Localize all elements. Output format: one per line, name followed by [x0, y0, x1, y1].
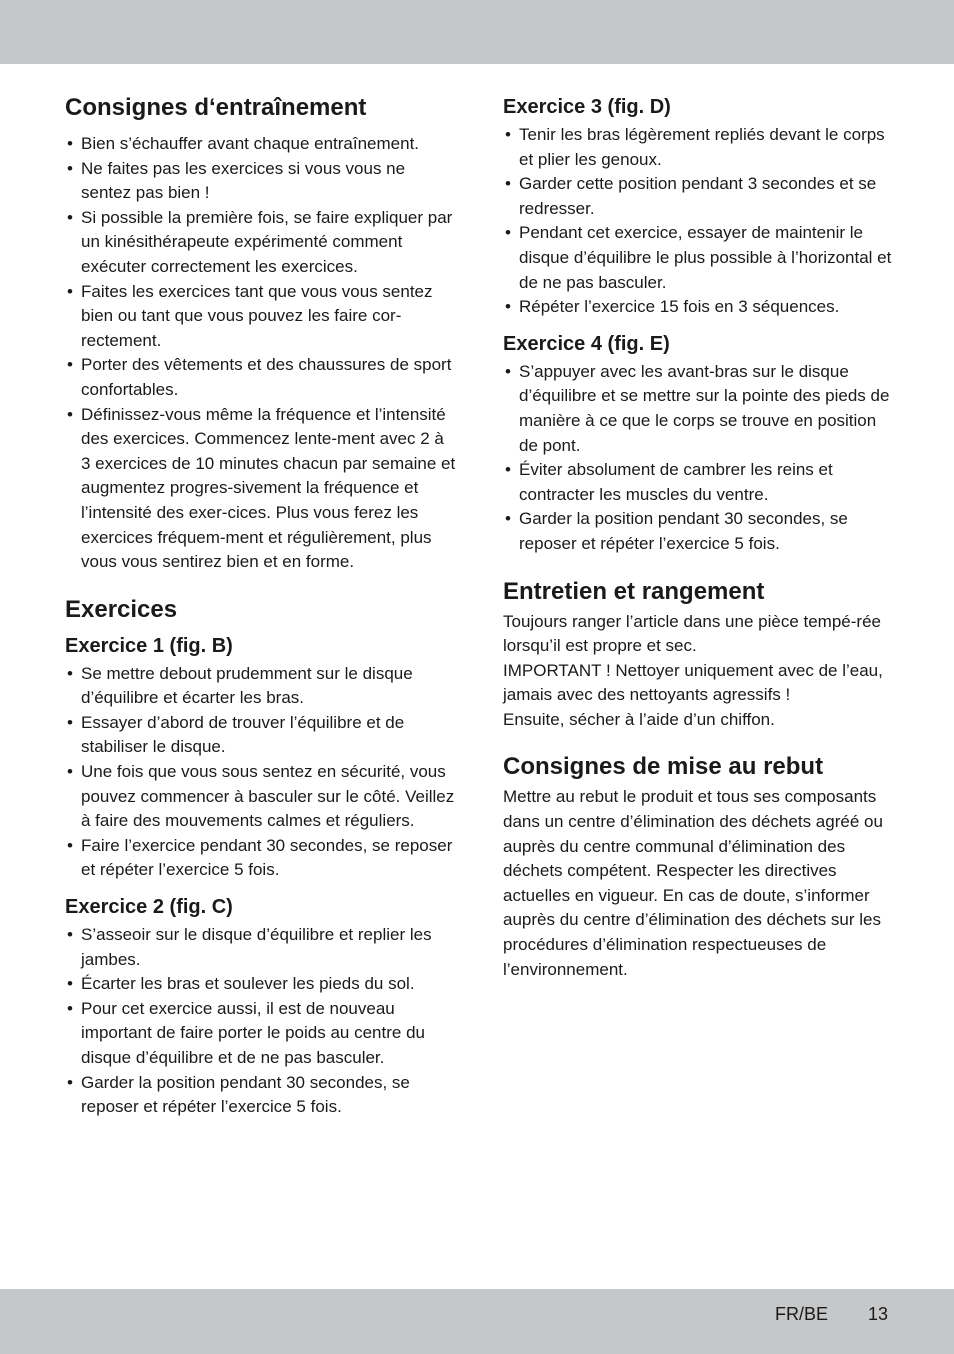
right-column: [503, 91, 895, 982]
list-item: • Tenir les bras légèrement repliés devant le corps et plier les genoux.: [503, 123, 895, 172]
page-number: 13: [868, 1304, 889, 1324]
exercise-4-list: [503, 360, 895, 557]
maintenance-paragraph: IMPORTANT ! Nettoyer uniquement avec de l’eau, jamais avec des nettoyants agressifs !: [503, 660, 883, 705]
left-column: [65, 90, 457, 1120]
list-item: • Bien s’échauffer avant chaque entraînement.: [65, 132, 457, 157]
list-item: • Essayer d’abord de trouver l’équilibre et de stabiliser le disque.: [65, 711, 457, 760]
list-item: • Garder la position pendant 30 secondes, se reposer et répéter l’exercice 5 fois.: [65, 1071, 457, 1120]
training-list: [65, 132, 457, 575]
maintenance-title: Entretien et rangement: [503, 577, 765, 605]
maintenance-paragraph: Ensuite, sécher à l’aide d’un chiffon.: [503, 709, 775, 729]
footer-locale: FR/BE: [775, 1304, 829, 1324]
disposal-title: Consignes de mise au rebut: [503, 753, 824, 781]
list-item: • Ne faites pas les exercices si vous vous ne sentez pas bien !: [65, 157, 457, 206]
exercise-2-title: Exercice 2 (fig. C): [65, 896, 233, 919]
exercise-3-list: [503, 123, 895, 320]
list-item: • Se mettre debout prudemment sur le disque d’équilibre et écarter les bras.: [65, 662, 457, 711]
exercise-2-list: [65, 923, 457, 1120]
list-item: • Pendant cet exercice, essayer de maintenir le disque d’équilibre le plus possible à l’horizontal et de ne pas basculer.: [503, 221, 895, 295]
list-item: • Définissez-vous même la fréquence et l’intensité des exercices. Commencez lente-ment avec 2 à 3 exercices de 10 minutes chacun par semaine et augmentez progres-sivement la fréquence et l’intensité des exer-cices. Plus vous ferez les exercices fréquem-ment et régulièrement, plus vous vous sentirez bien et en forme.: [65, 403, 457, 575]
header-band: [0, 0, 954, 64]
list-item: • Une fois que vous sous sentez en sécurité, vous pouvez commencer à basculer sur le côté. Veillez à faire des mouvements calmes et réguliers.: [65, 760, 457, 834]
list-item: • Faites les exercices tant que vous vous sentez bien ou tant que vous pouvez les faire cor-rectement.: [65, 280, 457, 354]
list-item: • Éviter absolument de cambrer les reins et contracter les muscles du ventre.: [503, 458, 895, 507]
list-item: • Répéter l’exercice 15 fois en 3 séquences.: [503, 295, 895, 320]
list-item: • Écarter les bras et soulever les pieds du sol.: [65, 972, 457, 997]
maintenance-paragraph: Toujours ranger l’article dans une pièce tempé-rée lorsqu’il est propre et sec.: [503, 611, 881, 656]
exercise-3-title: Exercice 3 (fig. D): [503, 96, 671, 118]
list-item: • Garder la position pendant 30 secondes, se reposer et répéter l’exercice 5 fois.: [503, 507, 895, 556]
training-title: Consignes d‘entraînement: [65, 94, 367, 121]
exercise-1-title: Exercice 1 (fig. B): [65, 634, 233, 657]
list-item: • S’appuyer avec les avant-bras sur le disque d’équilibre et se mettre sur la pointe des pieds de manière à ce que le corps se trouve en position de pont.: [503, 360, 895, 458]
exercises-title: Exercices: [65, 595, 178, 623]
list-item: • Porter des vêtements et des chaussures de sport confortables.: [65, 353, 457, 402]
list-item: • Garder cette position pendant 3 secondes et se redresser.: [503, 172, 895, 221]
list-item: • Faire l’exercice pendant 30 secondes, se reposer et répéter l’exercice 5 fois.: [65, 834, 457, 883]
exercise-4-title: Exercice 4 (fig. E): [503, 332, 670, 355]
maintenance-text: [503, 610, 895, 733]
disposal-text: Mettre au rebut le produit et tous ses composants dans un centre d’élimination des déchets agréé ou auprès du centre communal d’élimination des déchets compétent. Respecter les directives actuelles en vigueur. En cas de doute, s’informer auprès du centre d’élimination des déchets sur les procédures d’élimination respectueuses de l’environnement.: [503, 787, 883, 979]
list-item: • Si possible la première fois, se faire expliquer par un kinésithérapeute expérimenté comment exécuter correctement les exercices.: [65, 206, 457, 280]
exercise-1-list: [65, 662, 457, 883]
list-item: • S’asseoir sur le disque d’équilibre et replier les jambes.: [65, 923, 457, 972]
list-item: • Pour cet exercice aussi, il est de nouveau important de faire porter le poids au centre du disque d’équilibre et de ne pas basculer.: [65, 997, 457, 1071]
